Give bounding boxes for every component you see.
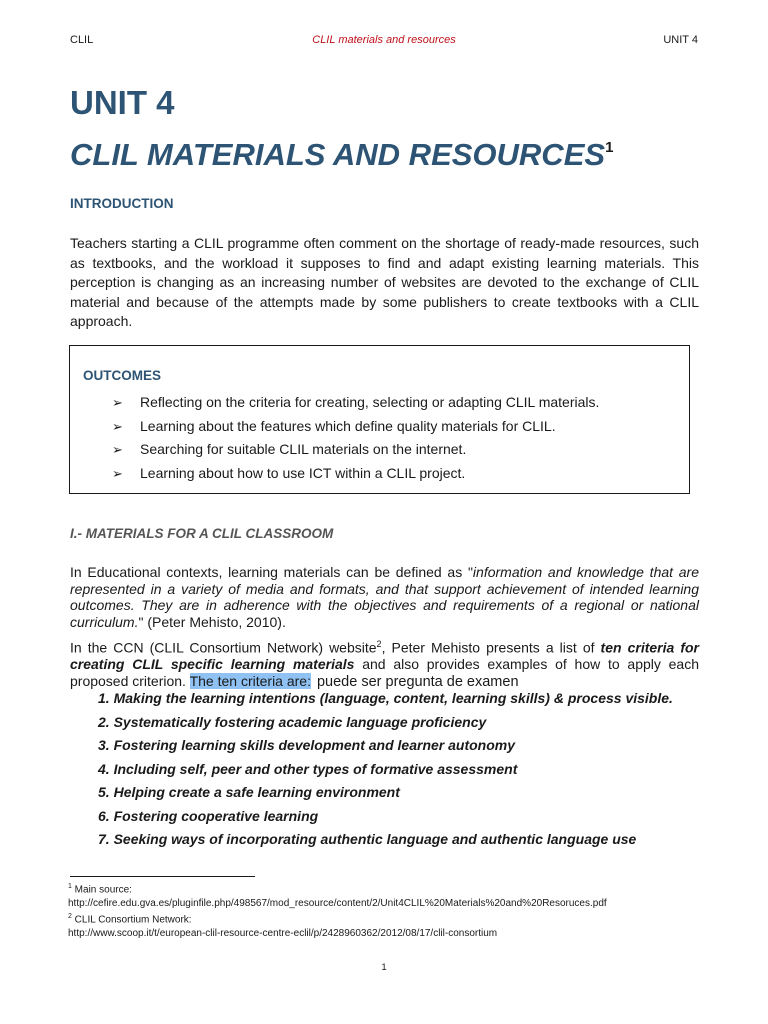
outcome-text: Reflecting on the criteria for creating, selecting or adapting CLIL materials. [140, 394, 600, 410]
footnote-divider [70, 876, 255, 877]
criterion-item [98, 690, 704, 707]
section-heading: I.- MATERIALS FOR A CLIL CLASSROOM [70, 526, 334, 541]
main-title [70, 137, 613, 173]
outcomes-box [69, 345, 690, 494]
outcome-text: Learning about how to use ICT within a CLIL project. [140, 464, 466, 481]
header-left: CLIL [70, 34, 94, 46]
outcome-item [112, 462, 599, 486]
criterion-number: 3. [98, 737, 110, 753]
footnote-link[interactable]: http://www.scoop.it/t/european-clil-resource-centre-eclil/p/2428960362/2012/08/17/clil-consortium [68, 928, 498, 940]
footnote-link[interactable]: http://cefire.edu.gva.es/pluginfile.php/498567/mod_resource/content/2/Unit4CLIL%20Materials%20and%20Resoruces.pdf [68, 897, 607, 909]
header-right: UNIT 4 [663, 34, 698, 46]
criterion-text: Helping create a safe learning environment [113, 784, 400, 800]
arrow-bullet-icon: ➢ [112, 465, 123, 481]
arrow-bullet-icon: ➢ [112, 418, 123, 434]
arrow-bullet-icon: ➢ [112, 442, 123, 457]
introduction-paragraph: Teachers starting a CLIL programme often comment on the shortage of ready-made resources, such as textbooks, and the workload it supposes to find and adapt existing learning materials. This perception is changing as an increasing number of websites are devoted to the exchange of CLIL material and because of the attempts made by some publishers to create textbooks with a CLIL approach. [70, 235, 699, 329]
footnote-label: Main source: [71, 884, 132, 896]
criterion-text: Fostering cooperative learning [113, 807, 319, 824]
footnote-ref-2[interactable]: 2 [376, 639, 382, 649]
outcome-text: Searching for suitable CLIL materials on the internet. [140, 441, 467, 457]
criterion-text: Making the learning intentions (language, content, learning skills) & process visible. [113, 690, 673, 706]
definition-paragraph [70, 564, 699, 630]
arrow-bullet-icon: ➢ [112, 395, 123, 410]
criteria-intro-paragraph [70, 636, 699, 690]
highlighted-text: The ten criteria are: [189, 672, 311, 689]
handwritten-annotation: puede ser pregunta de examen [316, 673, 519, 690]
criterion-text: Fostering learning skills development and learner autonomy [113, 737, 516, 753]
introduction-heading: INTRODUCTION [70, 196, 174, 211]
criteria-list [98, 690, 704, 855]
criterion-item [98, 761, 704, 778]
unit-title: UNIT 4 [70, 84, 175, 121]
criterion-item [98, 808, 704, 825]
criterion-text: Systematically fostering academic language proficiency [113, 713, 487, 730]
main-title-text: CLIL MATERIALS AND RESOURCES [70, 137, 606, 172]
outcomes-list [112, 391, 599, 485]
criteria-intro-text: and also provides examples of how to apply each proposed criterion. [70, 656, 700, 689]
criteria-intro-text: , Peter Mehisto presents a list of [381, 639, 601, 656]
criterion-item [98, 784, 704, 801]
criterion-text: Seeking ways of incorporating authentic language and authentic language use [113, 831, 637, 847]
outcome-item [112, 438, 599, 462]
definition-intro: In Educational contexts, learning materials can be defined as " [70, 564, 473, 580]
footnote-2 [68, 910, 728, 927]
criterion-number: 1. [98, 690, 110, 706]
footnote-ref-1[interactable]: 1 [605, 139, 614, 156]
outcomes-heading: OUTCOMES [83, 368, 162, 383]
header-center: CLIL materials and resources [312, 34, 456, 46]
page-number: 1 [381, 962, 387, 973]
footnotes [68, 880, 728, 941]
criteria-intro-text: In the CCN (CLIL Consortium Network) website [70, 639, 377, 656]
footnote-mark: 2 [68, 913, 72, 921]
criterion-number: 7. [98, 831, 110, 847]
definition-citation: " (Peter Mehisto, 2010). [138, 613, 286, 630]
footnote-mark: 1 [68, 883, 72, 890]
footnote-1 [68, 880, 728, 897]
criterion-item [98, 714, 704, 731]
criteria-emphasis: ten criteria for creating CLIL specific learning materials [70, 639, 700, 673]
criterion-item [98, 737, 704, 754]
criterion-item [98, 831, 704, 848]
criterion-number: 2. [98, 713, 110, 730]
criterion-number: 5. [98, 784, 110, 800]
criterion-number: 6. [98, 807, 110, 824]
criterion-number: 4. [98, 760, 110, 777]
definition-quote: information and knowledge that are represented in a variety of media and formats, and that support achievement of intended learning outcomes. They are in adherence with the objectives and requirements of a regional or national curriculum. [70, 564, 699, 630]
criterion-text: Including self, peer and other types of formative assessment [113, 760, 518, 777]
outcome-item [112, 391, 599, 415]
outcome-text: Learning about the features which define quality materials for CLIL. [140, 417, 556, 434]
page-header [70, 34, 698, 50]
footnote-label: CLIL Consortium Network: [71, 914, 192, 926]
outcome-item [112, 415, 599, 439]
